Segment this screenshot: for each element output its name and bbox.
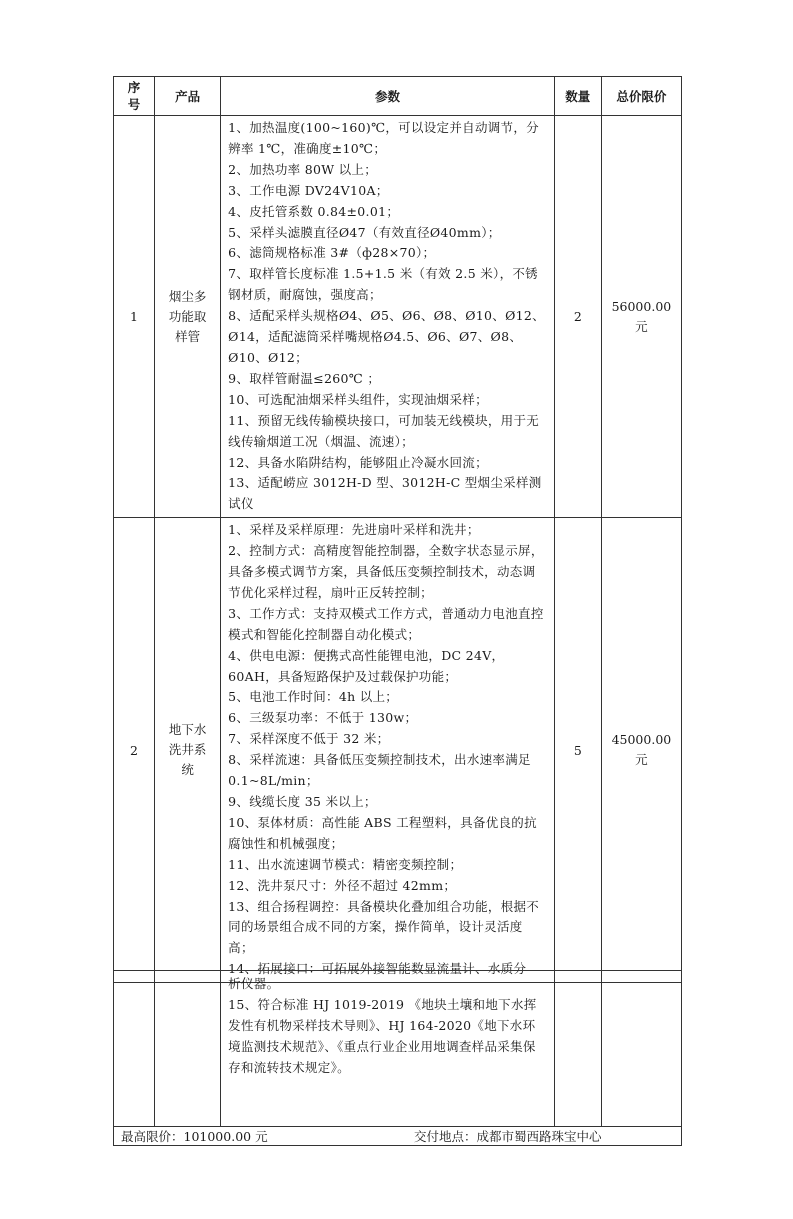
- param-line: 7、取样管长度标准 1.5+1.5 米（有效 2.5 米），不锈钢材质，耐腐蚀，强度高；: [228, 266, 538, 303]
- param-line: 10、泵体材质：高性能 ABS 工程塑料，具备优良的抗腐蚀性和机械强度；: [228, 814, 537, 851]
- continuation-table: [113, 970, 682, 1127]
- param-line: 4、供电电源：便携式高性能锂电池，DC 24V，60AH，具备短路保护及过载保护功能；: [228, 647, 505, 684]
- table-row: [114, 116, 682, 518]
- table-header-row: [114, 77, 682, 116]
- param-line: 析仪器。: [228, 976, 280, 991]
- param-line: 6、三级泵功率：不低于 130w；: [228, 710, 418, 726]
- param-line: 12、洗井泵尺寸：外径不超过 42mm；: [228, 877, 457, 893]
- row-qty: 5: [554, 518, 601, 983]
- header-no: 序号: [114, 77, 155, 116]
- param-line: 5、电池工作时间：4h 以上；: [228, 689, 399, 705]
- param-line: 11、预留无线传输模块接口，可加装无线模块，用于无线传输烟道工况（烟温、流速）；: [228, 412, 540, 449]
- param-line: 7、采样深度不低于 32 米；: [228, 731, 390, 747]
- header-qty: 数量: [554, 77, 601, 116]
- delivery-location: 交付地点：成都市蜀西路珠宝中心: [414, 1129, 602, 1144]
- row-price: [601, 971, 681, 1127]
- max-price: 最高限价：101000.00 元: [121, 1129, 268, 1144]
- row-params: [221, 518, 555, 983]
- row-params: [221, 971, 555, 1127]
- row-no: [114, 971, 155, 1127]
- param-line: 13、组合扬程调控：具备模块化叠加组合功能，根据不同的场景组合成不同的方案，操作简单，设计灵活度高；: [228, 898, 540, 956]
- table-row: [114, 518, 682, 983]
- row-product: 烟尘多功能取样管: [155, 116, 221, 518]
- row-product: 地下水洗井系统: [155, 518, 221, 983]
- row-params: [221, 116, 555, 518]
- footer-row: [113, 1126, 682, 1146]
- param-line: 4、皮托管系数 0.84±0.01；: [228, 203, 400, 219]
- param-line: 8、适配采样头规格Ø4、Ø5、Ø6、Ø8、Ø10、Ø12、Ø14，适配滤筒采样嘴规格Ø4.5、Ø6、Ø7、Ø8、Ø10、Ø12；: [228, 308, 545, 365]
- header-price: 总价限价: [601, 77, 681, 116]
- param-line: 12、具备水陷阱结构，能够阻止冷凝水回流；: [228, 454, 488, 470]
- param-line: 10、可选配油烟采样头组件，实现油烟采样；: [228, 391, 488, 407]
- param-line: 8、采样流速：具备低压变频控制技术，出水速率满足 0.1~8L/min；: [228, 752, 531, 789]
- param-line: 5、采样头滤膜直径Ø47（有效直径Ø40mm）；: [228, 224, 501, 240]
- param-line: 14、拓展接口：可拓展外接智能数显流量计、水质分: [228, 961, 527, 977]
- param-line: 15、符合标准 HJ 1019-2019 《地块土壤和地下水挥发性有机物采样技术导则》、HJ 164-2020《地下水环境监测技术规范》、《重点行业企业用地调查样品采集保存和流转技术规定》。: [228, 996, 537, 1075]
- param-line: 3、工作方式：支持双模式工作方式，普通动力电池直控模式和智能化控制器自动化模式；: [228, 605, 544, 642]
- param-line: 3、工作电源 DV24V10A；: [228, 182, 389, 198]
- row-price: 45000.00元: [601, 518, 681, 983]
- row-no: 1: [114, 116, 155, 518]
- param-line: 11、出水流速调节模式：精密变频控制；: [228, 856, 463, 872]
- param-line: 1、采样及采样原理：先进扇叶采样和洗井；: [228, 522, 480, 538]
- param-line: 6、滤筒规格标准 3#（ф28×70）；: [228, 245, 436, 261]
- param-line: 9、线缆长度 35 米以上；: [228, 794, 377, 809]
- row-qty: 2: [554, 116, 601, 518]
- header-product: 产品: [155, 77, 221, 116]
- row-no: 2: [114, 518, 155, 983]
- row-product: [155, 971, 221, 1127]
- param-line: 9、取样管耐温≤260℃ ；: [228, 370, 381, 386]
- param-line: 1、加热温度(100~160)℃，可以设定并自动调节，分辨率 1℃，准确度±10℃；: [228, 120, 539, 156]
- param-line: 2、控制方式：高精度智能控制器，全数字状态显示屏，具备多模式调节方案，具备低压变频控制技术，动态调节优化采样过程，扇叶正反转控制；: [228, 543, 544, 600]
- param-line: 13、适配崂应 3012H-D 型、3012H-C 型烟尘采样测试仪: [228, 475, 542, 512]
- row-qty: [554, 971, 601, 1127]
- param-line: 2、加热功率 80W 以上；: [228, 161, 378, 177]
- row-price: 56000.00元: [601, 116, 681, 518]
- header-params: 参数: [221, 77, 555, 116]
- spec-table: [113, 76, 682, 983]
- table-row: [114, 971, 682, 1127]
